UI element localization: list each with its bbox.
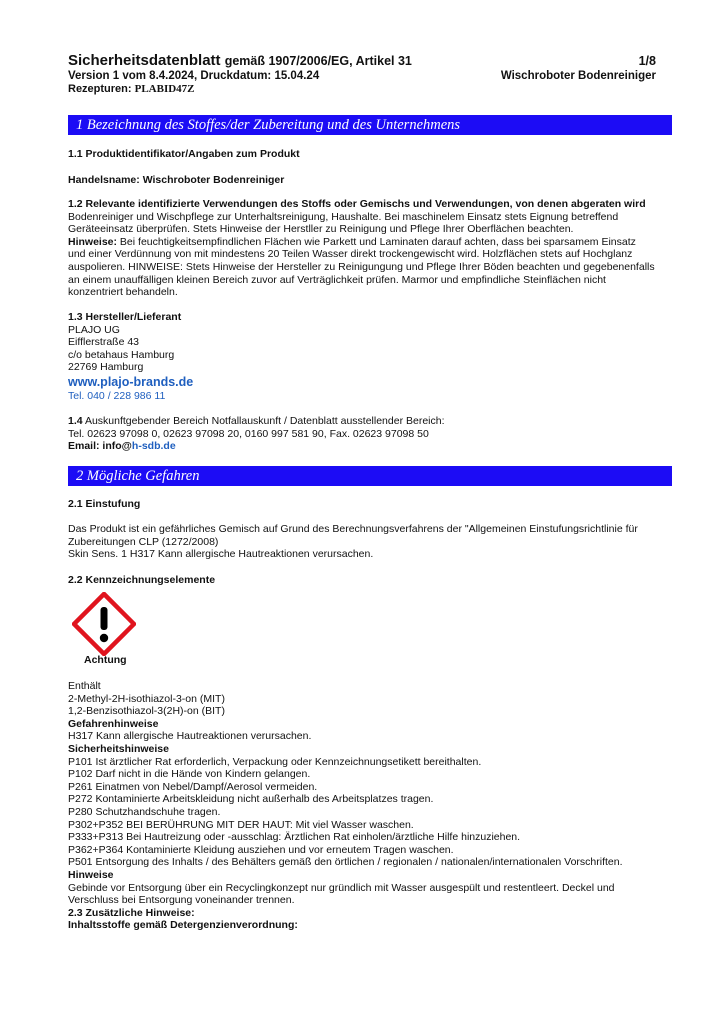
- signal-word: Achtung: [84, 654, 127, 666]
- detergent-heading: Inhaltsstoffe gemäß Detergenzienverordnung:: [68, 919, 298, 932]
- section-1-title: 1 Bezeichnung des Stoffes/der Zubereitung und des Unternehmens: [76, 117, 461, 133]
- header-line-2: [68, 70, 656, 82]
- safety-statement: P333+P313 Bei Hautreizung oder -ausschlag: Ärztlichen Rat einholen/ärztliche Hilfe hinzuziehen.: [68, 831, 521, 844]
- header-line-1: [68, 52, 656, 69]
- section-1-4: [68, 415, 656, 453]
- rezeptur-line: [68, 83, 656, 95]
- address-line: Eifflerstraße 43: [68, 336, 140, 349]
- address-line: c/o betahaus Hamburg: [68, 348, 175, 361]
- email-label: Email: info@: [68, 440, 132, 453]
- version-line: Version 1 vom 8.4.2024, Druckdatum: 15.04.24: [68, 70, 320, 82]
- section-1-4-text: Auskunftgebender Bereich Notfallauskunft / Datenblatt ausstellender Bereich:: [82, 415, 445, 427]
- ghs-exclamation-icon: [72, 592, 136, 656]
- section-2-1-heading: 2.1 Einstufung: [68, 498, 141, 510]
- disposal-heading: Hinweise: [68, 868, 114, 881]
- classification-class: Skin Sens. 1 H317 Kann allergische Hautreaktionen verursachen.: [68, 548, 374, 561]
- page-number: 1/8: [638, 54, 656, 68]
- emergency-phones: Tel. 02623 97098 0, 02623 97098 20, 0160 997 581 90, Fax. 02623 97098 50: [68, 427, 429, 440]
- email-line[interactable]: [68, 440, 656, 453]
- sds-page: [68, 52, 656, 932]
- hazard-statement: H317 Kann allergische Hautreaktionen verursachen.: [68, 730, 312, 743]
- safety-statement: P102 Darf nicht in die Hände von Kindern gelangen.: [68, 768, 311, 781]
- trade-name: Handelsname: Wischroboter Bodenreiniger: [68, 174, 285, 186]
- email-domain[interactable]: h-sdb.de: [131, 440, 176, 453]
- safety-statement: P261 Einatmen von Nebel/Dampf/Aerosol vermeiden.: [68, 780, 318, 793]
- document-title: [68, 52, 412, 69]
- contains-item: 2-Methyl-2H-isothiazol-3-on (MIT): [68, 692, 225, 705]
- section-1-2-heading: 1.2 Relevante identifizierte Verwendungen des Stoffs oder Gemischs und Verwendungen, von denen abgeraten wird: [68, 198, 646, 210]
- rezeptur-label: Rezepturen:: [68, 83, 132, 95]
- safety-statement: P272 Kontaminierte Arbeitskleidung nicht außerhalb des Arbeitsplatzes tragen.: [68, 793, 434, 806]
- section-1-1-heading: 1.1 Produktidentifikator/Angaben zum Produkt: [68, 148, 300, 160]
- title-main: Sicherheitsdatenblatt: [68, 52, 221, 69]
- address-line: 22769 Hamburg: [68, 361, 144, 374]
- hazard-heading: Gefahrenhinweise: [68, 717, 159, 730]
- hinweise-label: Hinweise:: [68, 235, 118, 248]
- disposal-text: Gebinde vor Entsorgung über ein Recyclingkonzept nur gründlich mit Wasser ausgespült und restentleert. Deckel und Verschluss bei Entsorgung voneinander trennen.: [68, 881, 615, 907]
- section-1-2: [68, 198, 656, 299]
- safety-statement: P362+P364 Kontaminierte Kleidung ausziehen und vor erneutem Tragen waschen.: [68, 843, 454, 856]
- safety-statement: P302+P352 BEI BERÜHRUNG MIT DER HAUT: Mit viel Wasser waschen.: [68, 818, 414, 831]
- section-1-bar: [68, 115, 672, 135]
- website-link[interactable]: www.plajo-brands.de: [68, 374, 194, 389]
- address-line: PLAJO UG: [68, 323, 120, 336]
- header-product: Wischroboter Bodenreiniger: [500, 70, 656, 82]
- classification-text: Das Produkt ist ein gefährliches Gemisch auf Grund des Berechnungsverfahrens der "Allgemeinen Einstufungsrichtlinie für Zubereitungen CLP (1272/2008): [68, 523, 638, 548]
- title-sub: gemäß 1907/2006/EG, Artikel 31: [224, 54, 412, 68]
- section-2-title: 2 Mögliche Gefahren: [76, 468, 200, 484]
- hinweise-text: Bei feuchtigkeitsempfindlichen Flächen wie Parkett und Laminaten darauf achten, dass bei sparsamem Einsatz und einer Verdünnung von mit mindestens 20 Teilen Wasser direkt trockengewischt wird. Holzflächen stets auf Hochglanz auspolieren. HINWEISE: Stets Hinweise der Hersteller zu Reinigungung und Pflege Ihrer Böden beachten und gegebenenfalls an einem unauffälligen kleinen Bereich zuvor auf Verträglichkeit prüfen. Marmor und empfindliche Steinflächen nicht konzentriert behandeln.: [68, 235, 655, 299]
- section-1-3-heading: 1.3 Hersteller/Lieferant: [68, 311, 182, 323]
- section-2-1: [68, 523, 656, 561]
- section-2-2-details: [68, 680, 656, 932]
- safety-heading: Sicherheitshinweise: [68, 742, 169, 755]
- safety-statement: P501 Entsorgung des Inhalts / des Behälters gemäß den örtlichen / regionalen / nationalen/internationalen Vorschriften.: [68, 856, 623, 869]
- phone-link[interactable]: Tel. 040 / 228 986 11: [68, 389, 166, 402]
- section-2-bar: [68, 466, 672, 486]
- rezeptur-code: PLABID47Z: [134, 83, 195, 95]
- safety-statement: P280 Schutzhandschuhe tragen.: [68, 805, 221, 818]
- contains-item: 1,2-Benzisothiazol-3(2H)-on (BIT): [68, 705, 225, 718]
- section-2-3-heading: 2.3 Zusätzliche Hinweise:: [68, 906, 195, 919]
- section-1-4-number: 1.4: [68, 415, 83, 427]
- safety-statement: P101 Ist ärztlicher Rat erforderlich, Verpackung oder Kennzeichnungsetikett bereithalten.: [68, 755, 482, 768]
- contains-label: Enthält: [68, 680, 101, 692]
- section-1-2-text: Bodenreiniger und Wischpflege zur Unterhaltsreinigung, Haushalte. Bei maschinelem Einsatz stets Eignung betreffend Geräteeinsatz überprüfen. Stets Hinweise der Herstller zu Reinigung und Pflege Ihrer Oberflächen beachten.: [68, 210, 619, 236]
- section-1-3: [68, 311, 656, 402]
- section-2-2-heading: 2.2 Kennzeichnungselemente: [68, 574, 216, 586]
